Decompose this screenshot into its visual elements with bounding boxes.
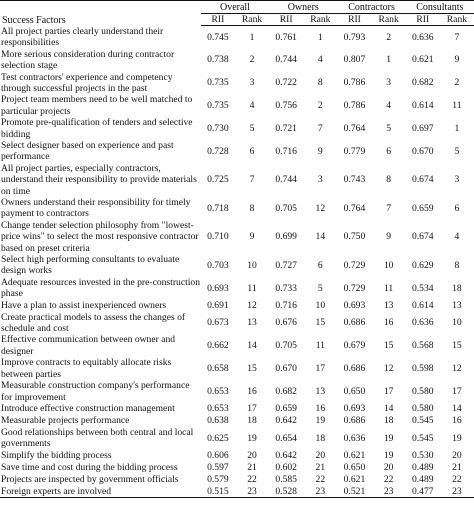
table-row — [0, 26, 474, 49]
table-row — [0, 117, 474, 140]
overall-rii-cell: 0.728 — [207, 145, 229, 157]
contractors-rii-cell: 0.807 — [343, 54, 366, 66]
owners-rank-cell: 2 — [317, 100, 323, 112]
owners-rank-cell: 4 — [317, 54, 323, 66]
table-row — [0, 49, 474, 72]
consultants-rii-cell: 0.629 — [411, 259, 434, 271]
overall-rii-cell: 0.738 — [207, 54, 229, 66]
consultants-rii-cell: 0.489 — [411, 474, 434, 486]
overall-rii-cell: 0.693 — [207, 282, 229, 294]
success-factor-cell: Test contractors' experience and competency through successful projects in the past — [1, 71, 173, 94]
consultants-rank-cell: 23 — [440, 486, 474, 498]
contractors-rank-cell: 14 — [383, 403, 394, 415]
owners-rii-cell: 0.602 — [275, 462, 297, 474]
contractors-rank-cell: 6 — [386, 145, 392, 157]
consultants-rank-cell: 11 — [452, 100, 462, 112]
contractors-rii-cell: 0.693 — [343, 403, 366, 415]
owners-rank-cell: 3 — [317, 174, 323, 186]
overall-rii-cell: 0.673 — [207, 317, 229, 329]
owners-rii-cell: 0.733 — [275, 282, 297, 294]
owners-rank-cell: 23 — [303, 486, 337, 498]
table-row — [0, 462, 474, 474]
success-factor-cell: More serious consideration during contractor selection stage — [1, 48, 175, 72]
overall-rank-cell: 2 — [249, 54, 255, 66]
contractors-rii-cell: 0.679 — [343, 340, 366, 352]
owners-rii-cell: 0.756 — [275, 100, 297, 112]
owners-rii-cell: 0.727 — [275, 259, 297, 271]
overall-rank-cell: 22 — [247, 474, 257, 486]
owners-group-header: Owners — [269, 1, 337, 14]
contractors-rank-cell: 16 — [383, 317, 394, 329]
success-factor-cell: Improve contracts to equitably allocate risks between parties — [1, 357, 172, 380]
consultants-rii-cell: 0.659 — [411, 202, 434, 214]
consultants-rank-cell: 14 — [452, 403, 462, 415]
contractors-rank-cell: 19 — [383, 432, 394, 444]
consultants-rii-cell: 0.614 — [411, 100, 434, 112]
overall-rank-cell: 21 — [247, 462, 257, 474]
owners-rank-cell: 15 — [315, 317, 326, 329]
consultants-rank-cell: 20 — [452, 450, 462, 462]
owners-rii-cell: 0.642 — [275, 415, 297, 427]
owners-rank-cell: 9 — [317, 145, 323, 157]
owners-rii-cell: 0.676 — [275, 317, 297, 329]
contractors-rank-cell: 11 — [383, 282, 394, 294]
success-factor-cell: Foreign experts are involved — [0, 486, 201, 498]
contractors-rii-cell: 0.779 — [343, 145, 366, 157]
consultants-rank-cell: 8 — [454, 259, 460, 271]
overall-rii-cell: 0.745 — [207, 31, 229, 43]
consultants-rii-cell: 0.674 — [411, 174, 434, 186]
overall-rii-cell: 0.725 — [207, 174, 229, 186]
overall-rii-cell: 0.515 — [201, 486, 235, 498]
success-factor-cell: Select designer based on experience and past performance — [1, 139, 174, 163]
owners-rank-cell: 7 — [317, 122, 323, 134]
contractors-rank-cell: 17 — [383, 385, 394, 397]
contractors-rank-cell: 2 — [386, 31, 392, 43]
success-factor-cell: Measurable construction company's performance for improvement — [1, 380, 190, 403]
owners-rank-cell: 11 — [315, 340, 325, 352]
consultants-rank-cell: 19 — [452, 432, 462, 444]
success-factor-cell: Owners understand their responsibility for timely payment to contractors — [1, 197, 191, 220]
table-row — [0, 277, 474, 300]
overall-rank-cell: 5 — [249, 122, 255, 134]
table-row — [0, 312, 474, 335]
overall-rank-cell: 17 — [247, 403, 257, 415]
overall-rank-cell: 6 — [249, 145, 255, 157]
overall-rank-cell: 1 — [249, 31, 255, 43]
contractors-rank-cell: 10 — [383, 259, 394, 271]
consultants-rank-cell: 12 — [452, 362, 462, 374]
contractors-rii-cell: 0.729 — [343, 259, 366, 271]
contractors-rii-cell: 0.786 — [343, 77, 366, 89]
contractors-rank-cell: 5 — [386, 122, 392, 134]
table-row — [0, 427, 474, 450]
owners-rank-cell: 8 — [317, 77, 323, 89]
consultants-rii-cell: 0.674 — [411, 231, 434, 243]
contractors-rii-cell: 0.793 — [343, 31, 366, 43]
success-factor-cell: Introduce effective construction management — [1, 402, 175, 414]
contractors-rii-cell: 0.621 — [343, 450, 366, 462]
owners-rii-cell: 0.670 — [275, 362, 297, 374]
consultants-rank-cell: 6 — [454, 202, 460, 214]
overall-rii-cell: 0.703 — [207, 259, 229, 271]
contractors-rank-cell: 12 — [383, 362, 394, 374]
owners-rank-cell: 6 — [317, 259, 323, 271]
consultants-rank-cell: 22 — [452, 474, 462, 486]
table-row — [0, 220, 474, 254]
consultants-rank-cell: 16 — [452, 415, 462, 427]
overall-rii-cell: 0.658 — [207, 362, 229, 374]
consultants-rank-cell: 21 — [452, 462, 462, 474]
success-factor-cell: Promote pre-qualification of tenders and selective bidding — [1, 117, 193, 140]
rank-subheader: Rank — [235, 14, 269, 26]
table-row — [0, 254, 474, 277]
table-row — [0, 403, 474, 415]
owners-rank-cell: 21 — [315, 462, 326, 474]
owners-rank-cell: 5 — [317, 282, 323, 294]
owners-rii-cell: 0.654 — [275, 432, 297, 444]
owners-rank-cell: 20 — [315, 450, 326, 462]
success-factor-cell: Adequate resources invested in the pre-construction phase — [1, 276, 201, 300]
owners-rii-cell: 0.642 — [275, 450, 297, 462]
overall-rank-cell: 23 — [235, 486, 269, 498]
consultants-rii-cell: 0.598 — [411, 362, 434, 374]
table-row — [0, 140, 474, 163]
owners-rii-cell: 0.761 — [275, 31, 297, 43]
table-body — [0, 26, 474, 498]
contractors-rii-cell: 0.650 — [343, 462, 366, 474]
overall-rii-cell: 0.718 — [207, 202, 229, 214]
contractors-rii-cell: 0.650 — [343, 385, 366, 397]
owners-rank-cell: 16 — [315, 403, 326, 415]
overall-rank-cell: 4 — [249, 100, 255, 112]
consultants-rii-cell: 0.545 — [411, 432, 434, 444]
consultants-rank-cell: 13 — [452, 299, 462, 311]
consultants-rank-cell: 7 — [454, 31, 460, 43]
overall-rank-cell: 11 — [247, 282, 257, 294]
consultants-rank-cell: 15 — [452, 340, 462, 352]
overall-rank-cell: 8 — [249, 202, 255, 214]
owners-rank-cell: 10 — [315, 299, 326, 311]
overall-rank-cell: 20 — [247, 450, 257, 462]
consultants-rii-cell: 0.545 — [411, 415, 434, 427]
owners-rii-cell: 0.721 — [275, 122, 297, 134]
success-factor-cell: Good relationships between both central and local governments — [1, 426, 194, 450]
owners-rank-cell: 14 — [315, 231, 326, 243]
owners-rank-cell: 19 — [315, 415, 326, 427]
table-row — [0, 300, 474, 312]
overall-rii-cell: 0.735 — [207, 100, 229, 112]
rank-subheader: Rank — [303, 14, 337, 26]
overall-rii-cell: 0.662 — [207, 340, 229, 352]
success-factor-cell: Select high performing consultants to evaluate design works — [1, 254, 180, 277]
contractors-rii-cell: 0.686 — [343, 415, 366, 427]
overall-rank-cell: 12 — [247, 299, 257, 311]
overall-rii-cell: 0.579 — [207, 474, 229, 486]
contractors-rii-cell: 0.750 — [343, 231, 366, 243]
consultants-group-header: Consultants — [406, 1, 474, 14]
overall-rank-cell: 3 — [249, 77, 255, 89]
table-row — [0, 415, 474, 427]
owners-rank-cell: 17 — [315, 362, 326, 374]
consultants-rank-cell: 1 — [454, 122, 460, 134]
table-row — [0, 197, 474, 220]
contractors-rank-cell: 20 — [383, 462, 394, 474]
overall-rii-cell: 0.638 — [207, 415, 229, 427]
overall-rank-cell: 10 — [247, 259, 257, 271]
contractors-rank-cell: 18 — [383, 415, 394, 427]
contractors-rii-cell: 0.686 — [343, 362, 366, 374]
contractors-rii-cell: 0.743 — [343, 174, 366, 186]
contractors-rank-cell: 22 — [383, 474, 394, 486]
consultants-rii-cell: 0.534 — [411, 282, 434, 294]
rii-subheader: RII — [201, 14, 235, 26]
contractors-rank-cell: 13 — [383, 299, 394, 311]
consultants-rii-cell: 0.580 — [411, 403, 434, 415]
contractors-rii-cell: 0.693 — [343, 299, 366, 311]
table-row — [0, 474, 474, 486]
contractors-rank-cell: 8 — [386, 174, 392, 186]
table-row — [0, 72, 474, 95]
consultants-rank-cell: 10 — [452, 317, 462, 329]
owners-rii-cell: 0.705 — [275, 202, 297, 214]
consultants-rii-cell: 0.568 — [411, 340, 434, 352]
owners-rii-cell: 0.744 — [275, 174, 297, 186]
table-header — [0, 1, 474, 26]
consultants-rank-cell: 2 — [454, 77, 460, 89]
consultants-rii-cell: 0.636 — [411, 31, 434, 43]
contractors-rank-cell: 7 — [386, 202, 392, 214]
consultants-rii-cell: 0.580 — [411, 385, 434, 397]
success-factor-cell: Create practical models to assess the changes of schedule and cost — [1, 311, 186, 335]
overall-rii-cell: 0.653 — [207, 385, 229, 397]
owners-rank-cell: 1 — [317, 31, 323, 43]
consultants-rank-cell: 17 — [452, 385, 462, 397]
overall-rank-cell: 19 — [247, 432, 257, 444]
owners-rank-cell: 22 — [315, 474, 326, 486]
consultants-rank-cell: 5 — [454, 145, 460, 157]
consultants-rank-cell: 3 — [454, 174, 460, 186]
consultants-rank-cell: 18 — [452, 282, 462, 294]
contractors-rii-cell: 0.621 — [343, 474, 366, 486]
rii-subheader: RII — [269, 14, 303, 26]
success-factor-cell: All project parties clearly understand their responsibilities — [1, 25, 164, 49]
overall-rii-cell: 0.691 — [207, 299, 229, 311]
consultants-rii-cell: 0.636 — [411, 317, 434, 329]
table-row — [0, 163, 474, 197]
table-row — [0, 380, 474, 403]
overall-rii-cell: 0.730 — [207, 122, 229, 134]
rank-subheader: Rank — [372, 14, 406, 26]
overall-rank-cell: 9 — [249, 231, 255, 243]
overall-rank-cell: 18 — [247, 415, 257, 427]
owners-rii-cell: 0.716 — [275, 145, 297, 157]
owners-rii-cell: 0.528 — [269, 486, 303, 498]
overall-rii-cell: 0.625 — [207, 432, 229, 444]
contractors-rank-cell: 9 — [386, 231, 392, 243]
owners-rii-cell: 0.722 — [275, 77, 297, 89]
success-factor-cell: Have a plan to assist inexperienced owners — [1, 299, 167, 311]
contractors-rank-cell: 19 — [383, 450, 394, 462]
overall-rank-cell: 16 — [247, 385, 257, 397]
owners-rii-cell: 0.699 — [275, 231, 297, 243]
rank-subheader: Rank — [440, 14, 474, 26]
contractors-rank-cell: 4 — [386, 100, 392, 112]
success-factor-cell: All project parties, especially contractors, understand their responsibility to provide materials on time — [1, 162, 197, 197]
consultants-rii-cell: 0.614 — [411, 299, 434, 311]
overall-rii-cell: 0.606 — [207, 450, 229, 462]
contractors-rii-cell: 0.729 — [343, 282, 366, 294]
contractors-rank-cell: 23 — [372, 486, 406, 498]
table-row — [0, 450, 474, 462]
success-factor-cell: Simplify the bidding process — [1, 449, 112, 461]
success-factor-cell: Save time and cost during the bidding process — [1, 461, 178, 473]
contractors-rank-cell: 15 — [383, 340, 394, 352]
owners-rii-cell: 0.682 — [275, 385, 297, 397]
owners-rii-cell: 0.705 — [275, 340, 297, 352]
consultants-rii-cell: 0.489 — [411, 462, 434, 474]
table-row — [0, 94, 474, 117]
consultants-rii-cell: 0.670 — [411, 145, 434, 157]
owners-rii-cell: 0.716 — [275, 299, 297, 311]
table-row — [0, 334, 474, 357]
overall-rank-cell: 15 — [247, 362, 257, 374]
owners-rank-cell: 12 — [315, 202, 326, 214]
consultants-rii-cell: 0.621 — [411, 54, 434, 66]
rii-subheader: RII — [337, 14, 371, 26]
overall-rii-cell: 0.735 — [207, 77, 229, 89]
contractors-rii-cell: 0.636 — [343, 432, 366, 444]
contractors-rii-cell: 0.521 — [337, 486, 371, 498]
consultants-rii-cell: 0.682 — [411, 77, 434, 89]
contractors-rii-cell: 0.786 — [343, 100, 366, 112]
consultants-rank-cell: 9 — [454, 54, 460, 66]
owners-rii-cell: 0.659 — [275, 403, 297, 415]
contractors-rank-cell: 3 — [386, 77, 392, 89]
overall-group-header: Overall — [201, 1, 269, 14]
overall-rii-cell: 0.710 — [207, 231, 229, 243]
owners-rank-cell: 13 — [315, 385, 326, 397]
success-factor-cell: Change tender selection philosophy from "lowest-price wins" to select the most responsive contractor based on preset criteria — [1, 219, 199, 254]
success-factor-cell: Effective communication between owner and designer — [1, 334, 176, 357]
overall-rii-cell: 0.653 — [207, 403, 229, 415]
overall-rank-cell: 7 — [249, 174, 255, 186]
contractors-group-header: Contractors — [337, 1, 405, 14]
contractors-rii-cell: 0.764 — [343, 122, 366, 134]
owners-rii-cell: 0.744 — [275, 54, 297, 66]
success-factor-cell: Measurable projects performance — [1, 414, 130, 426]
owners-rank-cell: 18 — [315, 432, 326, 444]
overall-rank-cell: 13 — [247, 317, 257, 329]
owners-rii-cell: 0.585 — [275, 474, 297, 486]
contractors-rii-cell: 0.764 — [343, 202, 366, 214]
consultants-rii-cell: 0.477 — [406, 486, 440, 498]
success-factor-cell: Project team members need to be well matched to particular projects — [1, 94, 193, 117]
rii-subheader: RII — [406, 14, 440, 26]
consultants-rii-cell: 0.697 — [411, 122, 434, 134]
table-row — [0, 357, 474, 380]
table-row — [0, 486, 474, 498]
overall-rank-cell: 14 — [247, 340, 257, 352]
overall-rii-cell: 0.597 — [207, 462, 229, 474]
contractors-rii-cell: 0.686 — [343, 317, 366, 329]
success-factors-header: Success Factors — [0, 1, 201, 26]
success-factor-cell: Projects are inspected by government officials — [1, 473, 179, 485]
contractors-rank-cell: 1 — [386, 54, 392, 66]
consultants-rank-cell: 4 — [454, 231, 460, 243]
consultants-rii-cell: 0.530 — [411, 450, 434, 462]
